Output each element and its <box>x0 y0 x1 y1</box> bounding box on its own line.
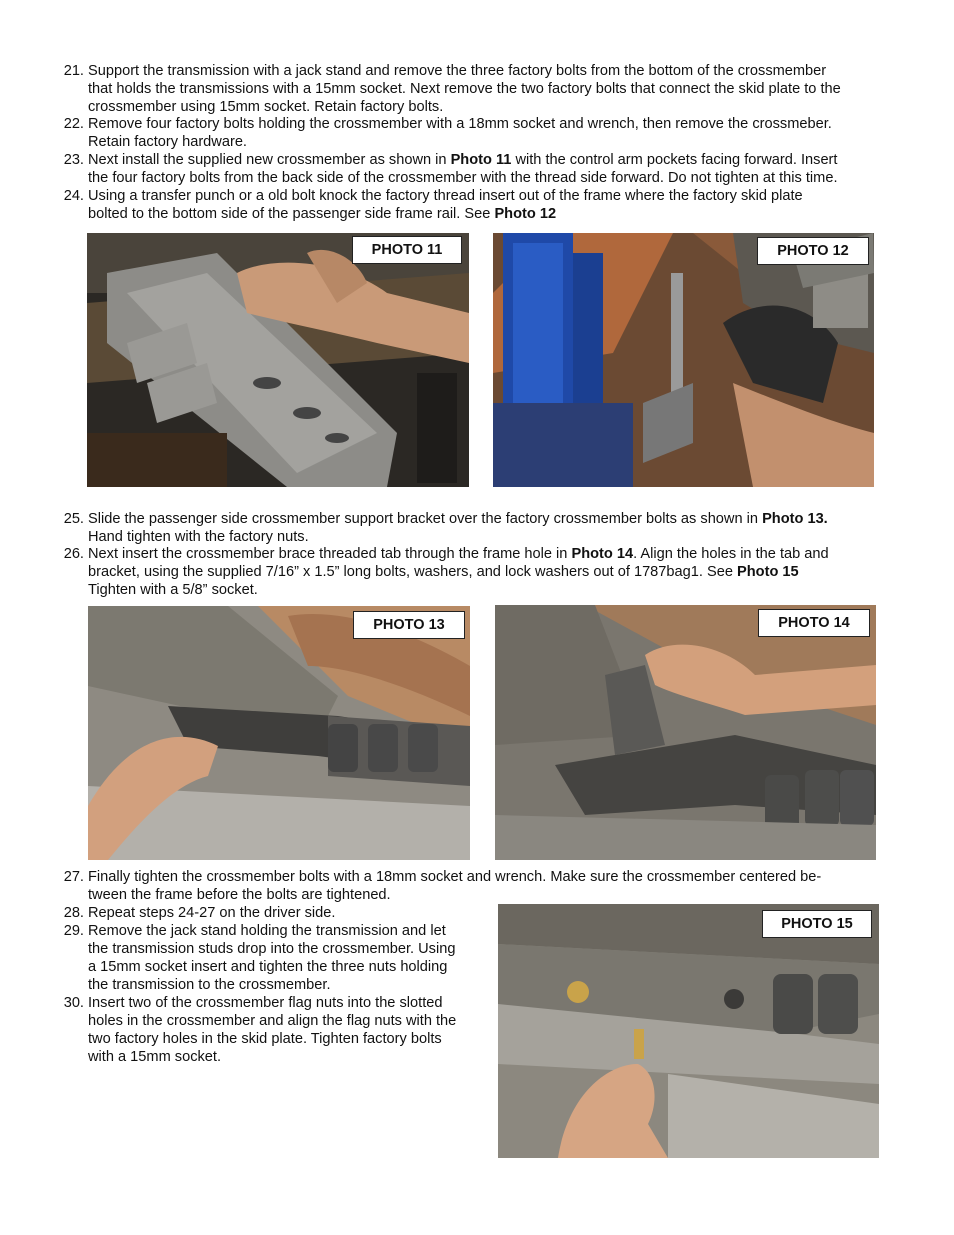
step-text: bracket, using the supplied 7/16” x 1.5” long bolts, washers, and lock washers out of 1787bag1. See <box>88 564 738 580</box>
photo-13-label: PHOTO 13 <box>353 611 465 639</box>
step-text-line: the transmission to the crossmember. <box>88 977 331 993</box>
step-number: 28. <box>63 905 84 921</box>
photo-reference: Photo 14 <box>571 546 634 562</box>
photo-13-image <box>88 606 470 860</box>
photo-reference: Photo 12 <box>494 206 557 222</box>
step-text: Slide the passenger side crossmember support bracket over the factory crossmember bolts as shown in <box>88 511 763 527</box>
step-text: Next insert the crossmember brace threaded tab through the frame hole in <box>88 546 572 562</box>
photo-12-label: PHOTO 12 <box>757 237 869 265</box>
photo-14-image <box>495 605 876 860</box>
step-text: bolted to the bottom side of the passenger side frame rail. See <box>88 206 495 222</box>
step-text: Next install the supplied new crossmember as shown in <box>88 152 451 168</box>
step-text-line: Remove the jack stand holding the transmission and let <box>88 923 446 939</box>
photo-11-image <box>87 233 469 487</box>
step-text-line: that holds the transmissions with a 15mm socket. Next remove the two factory bolts that connect the skid plate to the <box>88 81 841 97</box>
step-text-line: a 15mm socket insert and tighten the three nuts holding <box>88 959 448 975</box>
photo-15-label: PHOTO 15 <box>762 910 872 938</box>
photo-11-label: PHOTO 11 <box>352 236 462 264</box>
step-text-line: Tighten with a 5/8” socket. <box>88 582 258 598</box>
photo-15-image <box>498 904 879 1158</box>
step-text-line: Using a transfer punch or a old bolt knock the factory thread insert out of the frame where the factory skid plate <box>88 188 803 204</box>
step-text-line: two factory holes in the skid plate. Tighten factory bolts <box>88 1031 442 1047</box>
step-number: 23. <box>63 152 84 168</box>
step-number: 22. <box>63 116 84 132</box>
step-text-line: Repeat steps 24-27 on the driver side. <box>88 905 336 921</box>
step-text-line: crossmember using 15mm socket. Retain factory bolts. <box>88 99 444 115</box>
step-text-line: Hand tighten with the factory nuts. <box>88 529 309 545</box>
photo-reference: Photo 13. <box>762 511 828 527</box>
step-text-line: Insert two of the crossmember flag nuts into the slotted <box>88 995 443 1011</box>
step-number: 24. <box>63 188 84 204</box>
step-text-line: Support the transmission with a jack stand and remove the three factory bolts from the bottom of the crossmember <box>88 63 827 79</box>
photo-reference: Photo 11 <box>450 152 512 168</box>
photo-11-illustration <box>87 233 469 487</box>
step-text: . Align the holes in the tab and <box>633 546 829 562</box>
step-number: 30. <box>63 995 84 1011</box>
photo-reference: Photo 15 <box>737 564 799 580</box>
photo-12-illustration <box>493 233 874 487</box>
step-number: 26. <box>63 546 84 562</box>
step-text-line: tween the frame before the bolts are tightened. <box>88 887 391 903</box>
photo-13-illustration <box>88 606 470 860</box>
step-text: with the control arm pockets facing forward. Insert <box>511 152 838 168</box>
step-text-line: the transmission studs drop into the crossmember. Using <box>88 941 456 957</box>
step-text-line: the four factory bolts from the back side of the crossmember with the thread side forward. Do not tighten at this time. <box>88 170 838 186</box>
photo-14-illustration <box>495 605 876 860</box>
step-number: 27. <box>63 869 84 885</box>
photo-15-illustration <box>498 904 879 1158</box>
step-text-line: with a 15mm socket. <box>88 1049 222 1065</box>
step-number: 25. <box>63 511 84 527</box>
step-text-line: Finally tighten the crossmember bolts with a 18mm socket and wrench. Make sure the crossmember centered be- <box>88 869 822 885</box>
step-number: 29. <box>63 923 84 939</box>
photo-12-image <box>493 233 874 487</box>
step-text-line: holes in the crossmember and align the flag nuts with the <box>88 1013 457 1029</box>
step-text-line: Remove four factory bolts holding the crossmember with a 18mm socket and wrench, then remove the crossmeber. <box>88 116 832 132</box>
step-number: 21. <box>63 63 84 79</box>
step-text-line: Retain factory hardware. <box>88 134 247 150</box>
photo-14-label: PHOTO 14 <box>758 609 870 637</box>
